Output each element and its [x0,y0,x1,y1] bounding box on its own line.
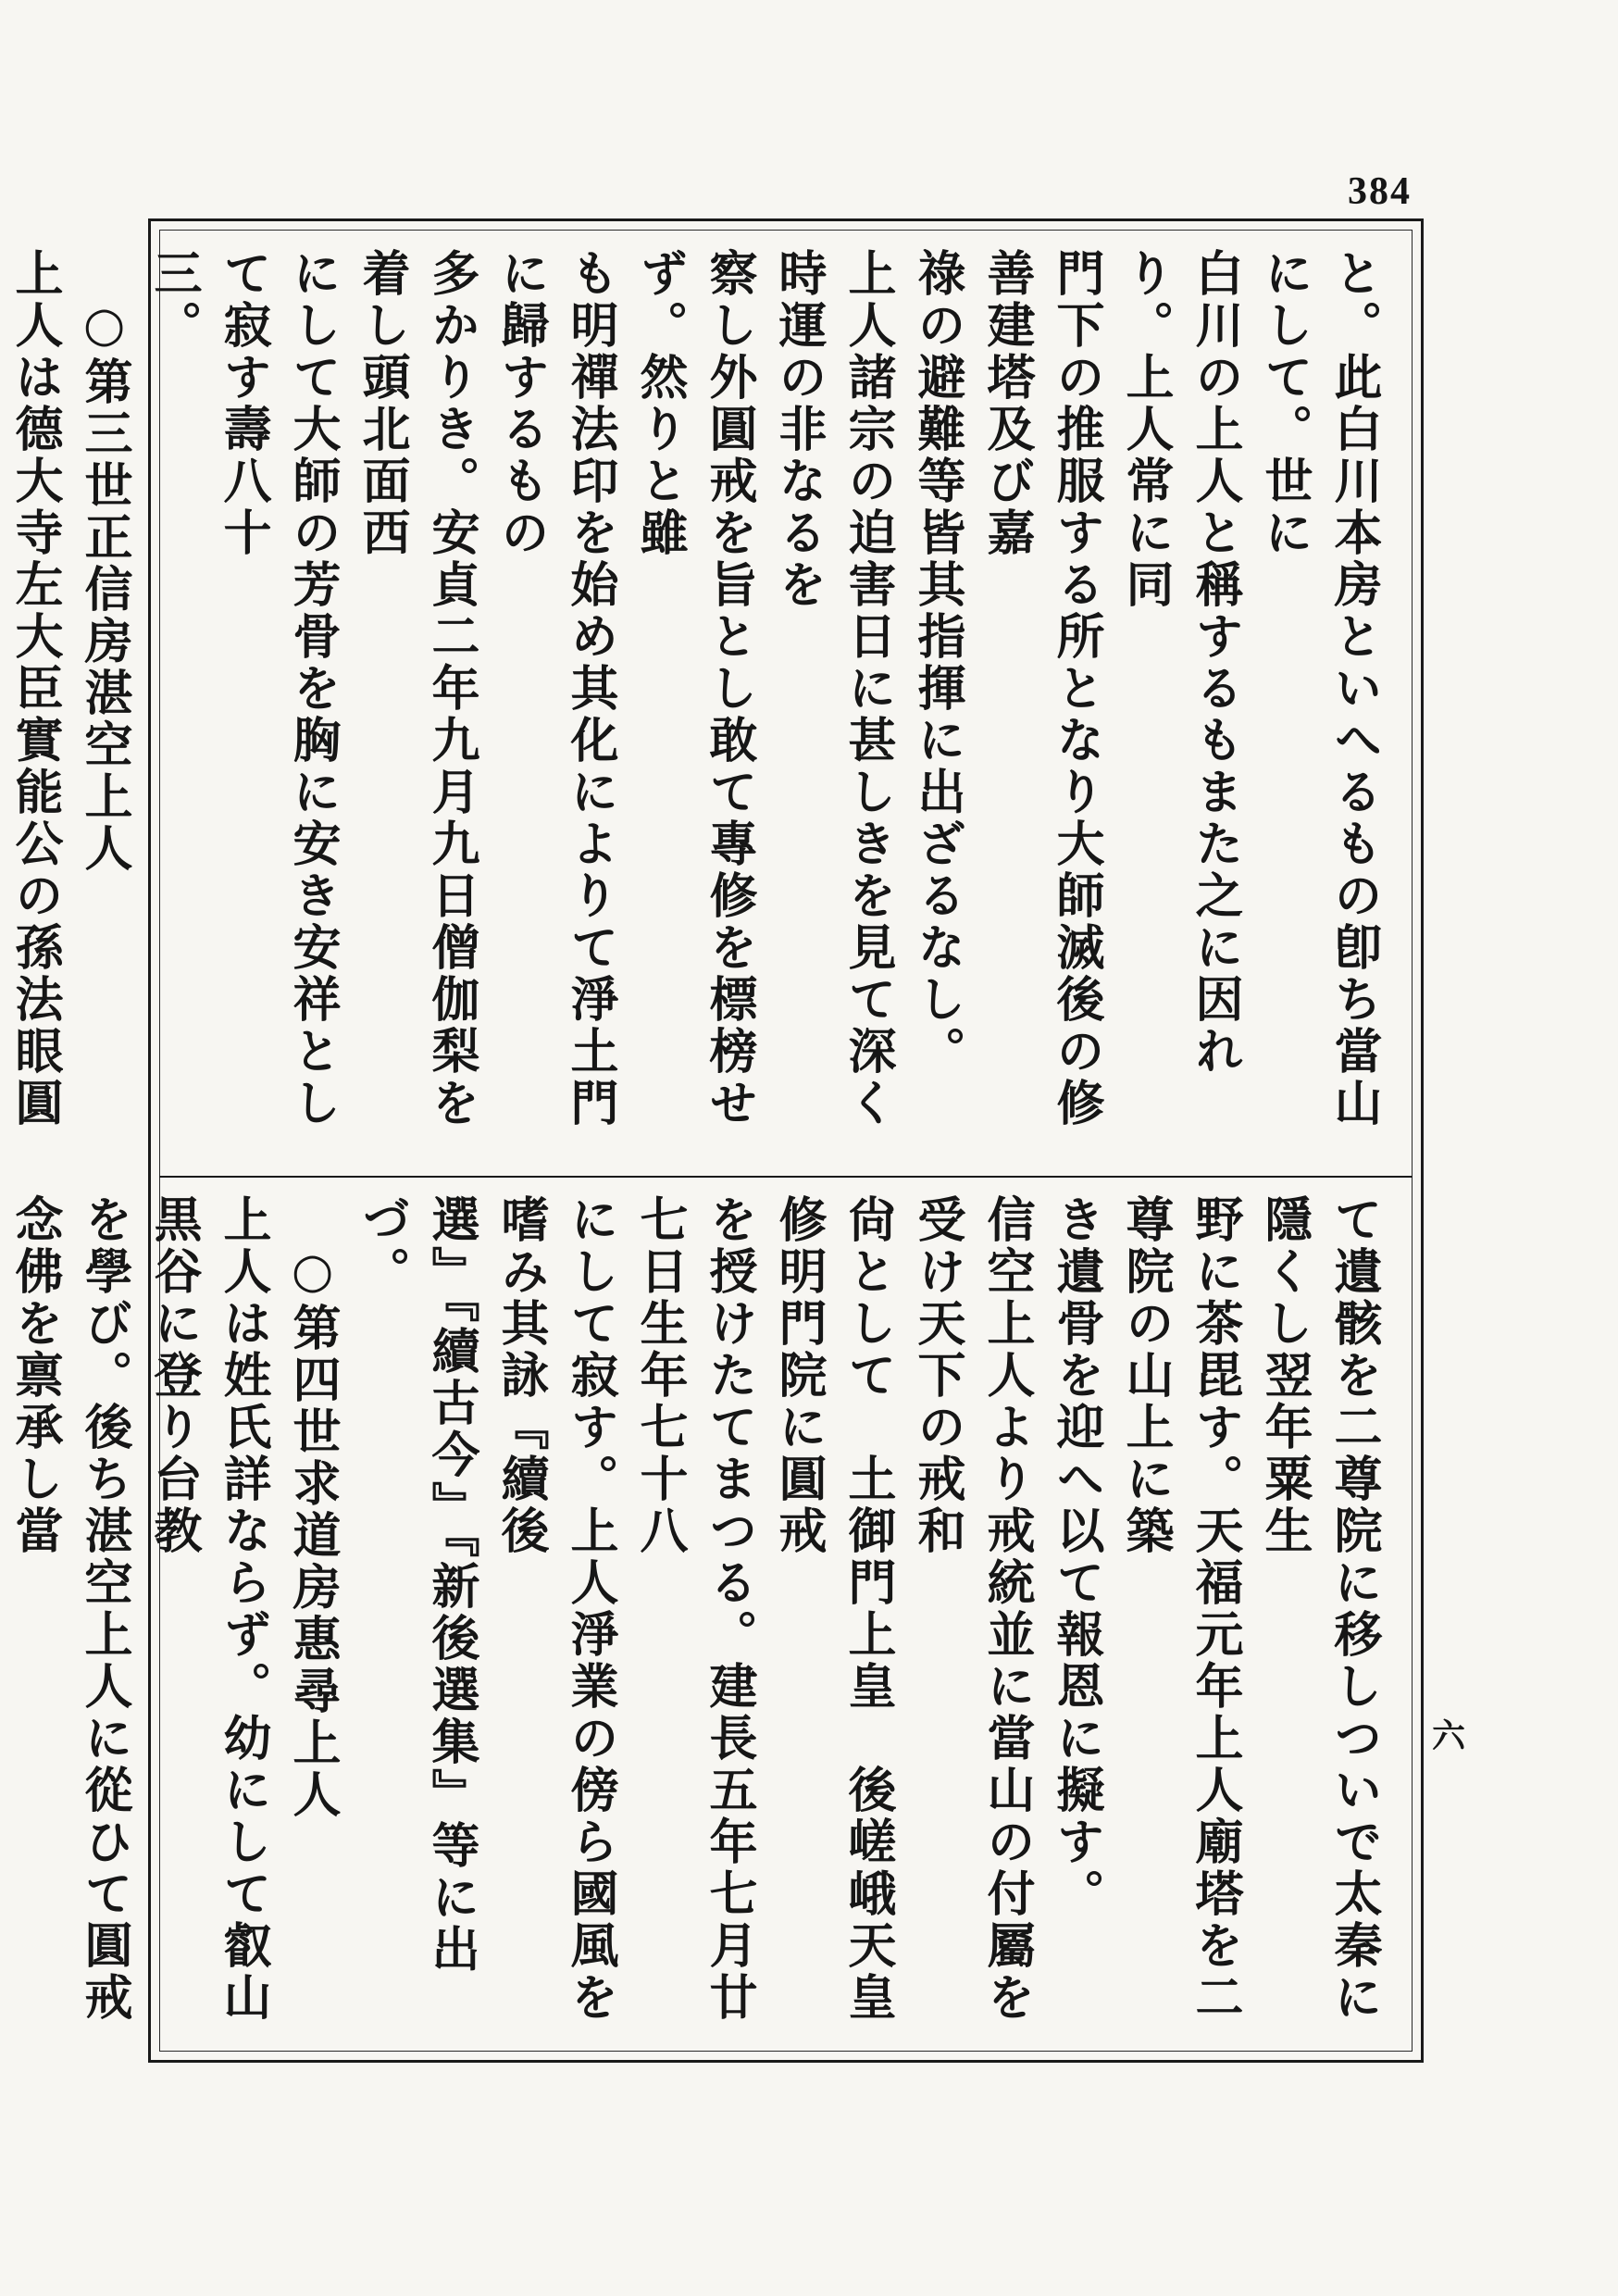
text-column: 上人は姓氏詳ならず。幼にして叡山黒谷に登り台教 [145,1194,271,2024]
margin-mark: 六 [1431,1716,1465,1755]
text-column: にして寂す。上人淨業の傍ら國風を嗜み其詠『續後 [492,1194,618,2024]
text-column: と。此白川本房といへるもの卽ち當山にして。世に [1256,248,1382,1129]
text-column: 野に茶毘す。天福元年上人廟塔を二尊院の山上に築 [1117,1194,1243,2024]
text-column: にして大師の芳骨を胸に安き安祥として寂す壽八十 [215,248,341,1129]
text-column: 信空上人より戒統並に當山の付屬を受け天下の戒和 [909,1194,1035,2024]
text-column: 選』『續古今』『新後選集』等に出づ。 [354,1194,479,1976]
text-column: 察し外圓戒を旨とし敢て專修を標榜せず。然りと雖 [631,248,757,1129]
upper-text-block [6,248,1388,1155]
text-column: て遺骸を二尊院に移しついで太秦に隱くし翌年粟生 [1256,1194,1382,2024]
text-column: を學び。後ち湛空上人に從ひて圓戒念佛を禀承し當 [6,1194,132,2024]
text-column: 三。 [145,248,202,352]
section-divider [159,1176,1413,1178]
lower-text-block [6,1194,1388,2028]
text-column: 多かりき。安貞二年九月九日僧伽梨を着し頭北面西 [354,248,479,1129]
page-number: 384 [1348,170,1412,213]
text-column: 祿の避難等皆其指揮に出ざるなし。 [909,248,965,1078]
text-column: 上人は德大寺左大臣實能公の孫法眼圓 [6,248,63,1129]
section-heading-third-generation: ○第三世正信房湛空上人 [76,296,132,875]
section-heading-fourth-generation: ○第四世求道房惠尋上人 [284,1242,341,1821]
text-column: を授けたてまつる。建長五年七月廿七日生年七十八 [631,1194,757,2024]
text-column: 白川の上人と稱するもまた之に因れり。上人常に同 [1117,248,1243,1078]
text-column: 上人諸宗の迫害日に甚しきを見て深く時運の非なるを [770,248,896,1129]
text-column: 尙として 土御門上皇 後嵯峨天皇修明門院に圓戒 [770,1194,896,2024]
text-column: も明禪法印を始め其化によりて淨土門に歸するもの [492,248,618,1129]
text-column: 門下の推服する所となり大師滅後の修善建塔及び嘉 [978,248,1104,1129]
text-column: き遺骨を迎へ以て報恩に擬す。 [1048,1194,1104,1920]
